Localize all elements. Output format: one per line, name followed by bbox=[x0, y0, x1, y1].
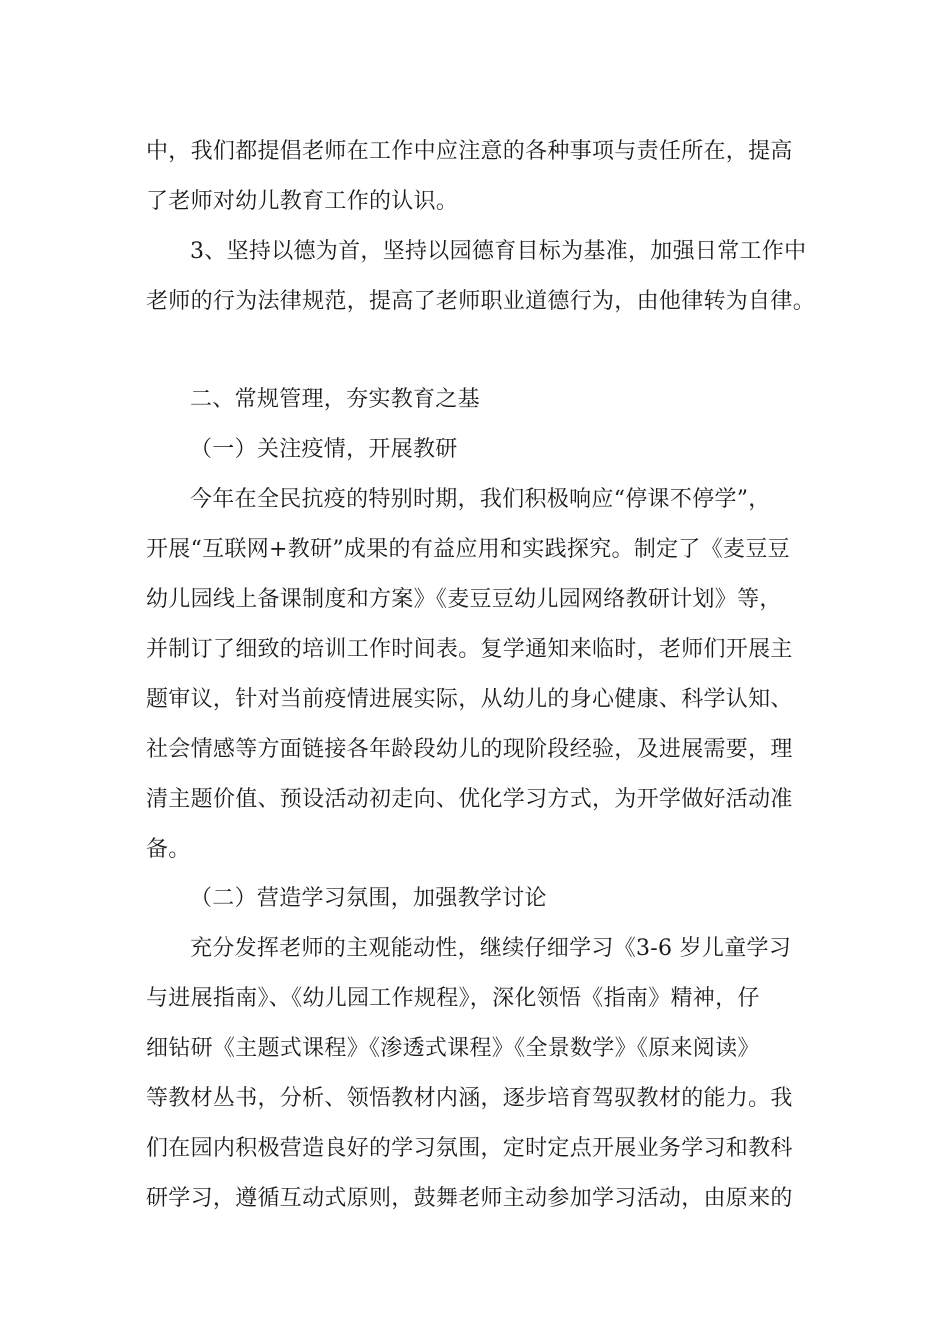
paragraph-line: 3、坚持以德为首，坚持以园德育目标为基准，加强日常工作中 bbox=[190, 239, 807, 264]
paragraph-line: 等教材丛书，分析、领悟教材内涵，逐步培育驾驭教材的能力。我 bbox=[146, 1086, 793, 1111]
section-heading: 二、常规管理，夯实教育之基 bbox=[190, 387, 480, 412]
paragraph-line: 开展“互联网+教研”成果的有益应用和实践探究。制定了《麦豆豆 bbox=[146, 537, 790, 562]
paragraph-line: 今年在全民抗疫的特别时期，我们积极响应“停课不停学”， bbox=[190, 487, 771, 512]
subsection-heading: （二）营造学习氛围，加强教学讨论 bbox=[190, 886, 547, 911]
paragraph-line: 清主题价值、预设活动初走向、优化学习方式，为开学做好活动准 bbox=[146, 787, 793, 812]
paragraph-line: 们在园内积极营造良好的学习氛围，定时定点开展业务学习和教科 bbox=[146, 1136, 793, 1161]
paragraph-line: 备。 bbox=[146, 837, 191, 862]
paragraph-line: 中，我们都提倡老师在工作中应注意的各种事项与责任所在，提高 bbox=[146, 139, 793, 164]
paragraph-line: 细钻研《主题式课程》《渗透式课程》《全景数学》《原来阅读》 bbox=[146, 1036, 760, 1061]
paragraph-line: 研学习，遵循互动式原则，鼓舞老师主动参加学习活动，由原来的 bbox=[146, 1186, 793, 1211]
paragraph-line: 老师的行为法律规范，提高了老师职业道德行为，由他律转为自律。 bbox=[146, 289, 816, 314]
paragraph-line: 社会情感等方面链接各年龄段幼儿的现阶段经验，及进展需要，理 bbox=[146, 737, 793, 762]
paragraph-line: 充分发挥老师的主观能动性，继续仔细学习《3-6 岁儿童学习 bbox=[190, 936, 792, 961]
paragraph-line: 题审议，针对当前疫情进展实际，从幼儿的身心健康、科学认知、 bbox=[146, 687, 793, 712]
paragraph-line: 了老师对幼儿教育工作的认识。 bbox=[146, 189, 459, 214]
paragraph-line: 与进展指南》、《幼儿园工作规程》，深化领悟《指南》精神，仔 bbox=[146, 986, 760, 1011]
subsection-heading: （一）关注疫情，开展教研 bbox=[190, 437, 458, 462]
paragraph-line: 并制订了细致的培训工作时间表。复学通知来临时，老师们开展主 bbox=[146, 637, 793, 662]
paragraph-line: 幼儿园线上备课制度和方案》《麦豆豆幼儿园网络教研计划》等， bbox=[146, 587, 782, 612]
